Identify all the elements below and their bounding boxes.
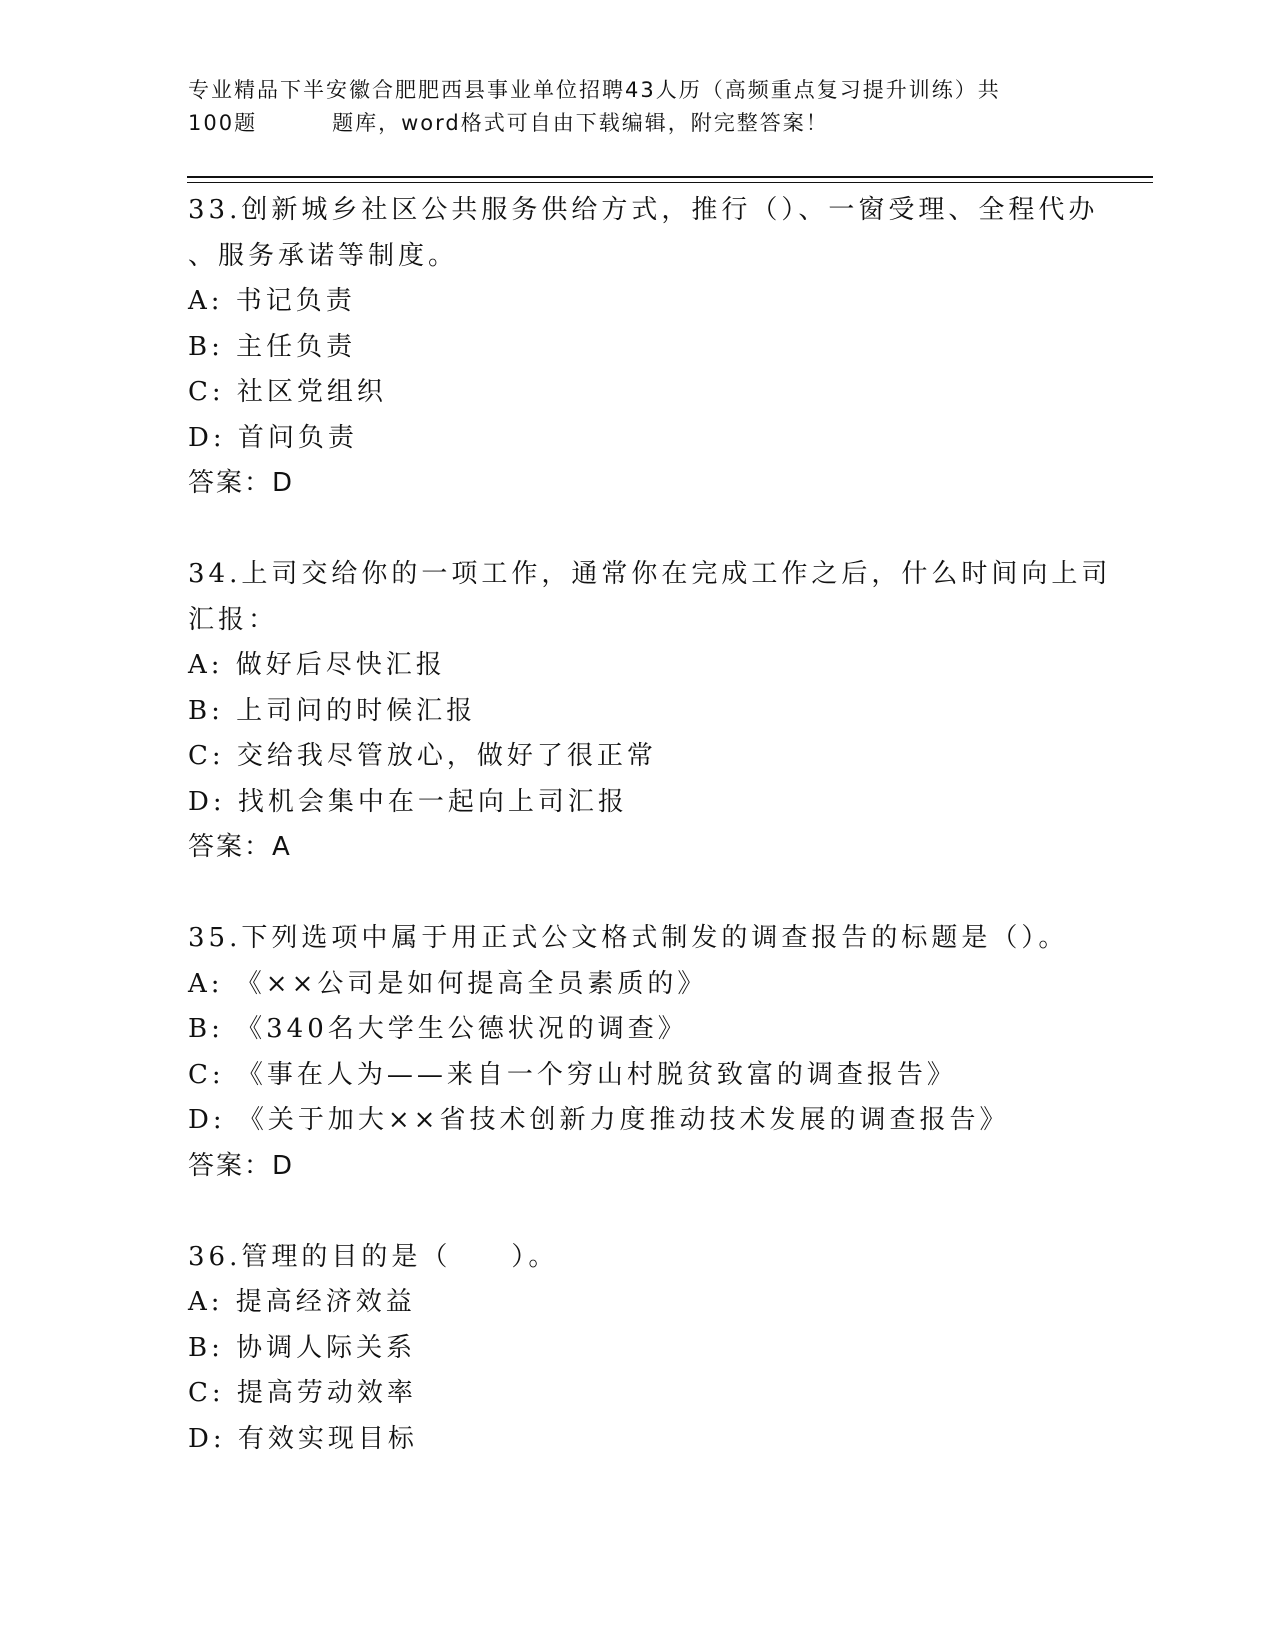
option-d: D: 找机会集中在一起向上司汇报: [188, 786, 628, 817]
question-33: [188, 188, 1108, 507]
question-35: [188, 916, 1108, 1189]
option-b: B: 协调人际关系: [188, 1332, 417, 1363]
option-a: A: 提高经济效益: [188, 1287, 416, 1317]
header-description: 题库，word格式可自由下载编辑，附完整答案！: [332, 111, 829, 135]
answer-text: 答案：D: [188, 1150, 295, 1181]
header-title-line-1: 专业精品下半安徽合肥肥西县事业单位招聘43人历（高频重点复习提升训练）共: [188, 78, 1001, 102]
option-c: C: 社区党组织: [188, 377, 387, 407]
question-stem: 33.创新城乡社区公共服务供给方式，推行（）、一窗受理、全程代办: [188, 195, 1099, 225]
header-question-count: 100题: [188, 111, 258, 135]
header-divider-thin: [187, 182, 1153, 183]
option-d: D: 有效实现目标: [188, 1423, 418, 1454]
question-separator: [188, 871, 1108, 917]
question-stem-continued: 、服务承诺等制度。: [188, 240, 459, 271]
option-a: A: 《××公司是如何提高全员素质的》: [188, 968, 708, 999]
question-34: [188, 552, 1112, 871]
question-stem-continued: 汇报：: [188, 604, 279, 635]
question-list: [188, 188, 1112, 1462]
option-a: A: 做好后尽快汇报: [188, 650, 446, 680]
document-header: [188, 74, 1088, 140]
option-b: B: 主任负责: [188, 331, 357, 362]
option-c: C: 提高劳动效率: [188, 1378, 417, 1408]
option-b: B: 上司问的时候汇报: [188, 695, 477, 726]
answer-text: 答案：A: [188, 832, 292, 862]
question-stem: 34.上司交给你的一项工作，通常你在完成工作之后，什么时间向上司: [188, 559, 1112, 589]
option-d: D: 《关于加大××省技术创新力度推动技术发展的调查报告》: [188, 1105, 1010, 1135]
option-a: A: 书记负责: [188, 286, 356, 316]
question-36: [188, 1235, 1108, 1463]
question-separator: [188, 1189, 1108, 1235]
option-d: D: 首问负责: [188, 422, 358, 453]
question-stem: 35.下列选项中属于用正式公文格式制发的调查报告的标题是（）。: [188, 923, 1069, 953]
header-divider-thick: [187, 176, 1153, 178]
option-b: B: 《340名大学生公德状况的调查》: [188, 1014, 688, 1044]
option-c: C: 交给我尽管放心，做好了很正常: [188, 741, 657, 771]
question-separator: [188, 507, 1108, 553]
question-stem: 36.管理的目的是（ ）。: [188, 1241, 559, 1272]
option-c: C: 《事在人为——来自一个穷山村脱贫致富的调查报告》: [188, 1059, 957, 1090]
header-title-line-2: [188, 107, 1088, 140]
answer-text: 答案：D: [188, 468, 295, 498]
